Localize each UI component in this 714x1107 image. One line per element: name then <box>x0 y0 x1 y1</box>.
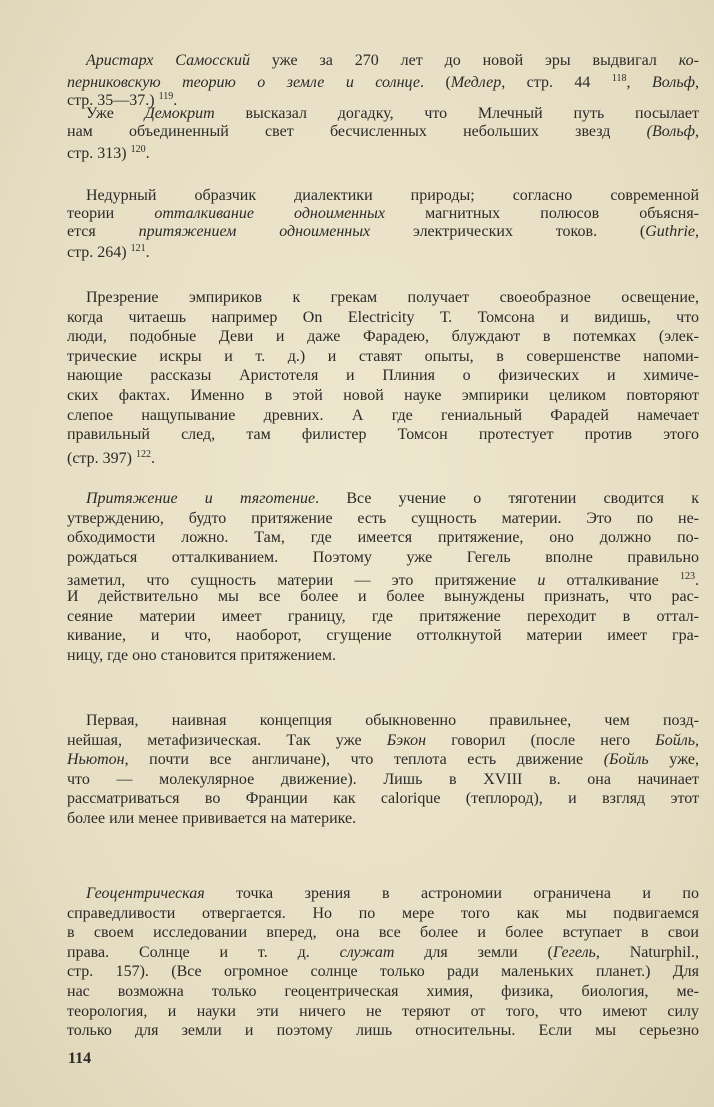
paragraph-attraction-gravitation <box>67 489 699 665</box>
text-line <box>67 528 699 548</box>
text: Первая, наивная концепция обыкновенно правильнее, чем позд- <box>86 712 699 729</box>
paragraph-empiricists <box>67 288 699 467</box>
footnote-ref: 119 <box>158 90 174 102</box>
text-line <box>67 366 699 386</box>
italic-text: и <box>537 572 546 590</box>
text-line <box>67 1021 699 1041</box>
text-line <box>67 646 699 666</box>
text-line <box>67 626 699 646</box>
text: . Все учение о тяготении сводится к <box>315 490 699 507</box>
text: когда читаешь например On Electricity Т. Томсона и видишь, что <box>67 308 699 326</box>
text-line <box>67 904 699 924</box>
italic-text: (Бойль <box>603 751 649 769</box>
text: И действительно мы все более и более вынуждены признать, что рас- <box>67 587 699 605</box>
text: нейшая, метафизическая. Так уже <box>67 731 387 749</box>
footnote-ref: 123 <box>680 571 696 583</box>
text: что — молекулярное движение). Лишь в XVIII в. она начинает <box>67 770 699 788</box>
text-line <box>67 347 699 367</box>
paragraph-geocentric <box>67 884 699 1041</box>
text-line <box>67 731 699 751</box>
text: ских фактах. Именно в этой новой науке эмпирики целиком повторяют <box>67 386 699 404</box>
text: . <box>150 449 155 467</box>
text: утверждению, будто притяжение есть сущность материи. Это по не- <box>67 509 699 527</box>
text-line <box>67 489 699 509</box>
text-line <box>67 308 699 328</box>
text: говорил (после него <box>426 731 656 749</box>
text: . <box>145 144 150 162</box>
text-line <box>67 809 699 829</box>
text-line <box>67 105 699 123</box>
text-line <box>67 789 699 809</box>
text: кивание, и что, наоборот, сгущение оттолкнутой материи имеет гра- <box>67 627 699 645</box>
text: высказал догадку, что Млечный путь посылает <box>214 105 700 123</box>
italic-text: Притяжение и тяготение <box>86 490 316 507</box>
text-line <box>67 205 699 223</box>
text: права. Солнце и т. д. <box>67 943 340 961</box>
italic-text: Гегель <box>552 943 596 961</box>
text: заметил, что сущность материи — это притяжение <box>67 572 538 590</box>
text: нам объединенный свет бесчисленных небольших звезд <box>67 123 647 141</box>
text-line <box>67 923 699 943</box>
text: в своем исследовании вперед, она все более и более вступает в свои <box>67 924 699 942</box>
text-line <box>67 567 700 590</box>
text-line <box>67 884 699 904</box>
text: рождаться отталкиванием. Поэтому уже Гегель вполне правильно <box>67 548 699 566</box>
text: нающие рассказы Аристотеля и Плиния о физических и химиче- <box>67 367 699 385</box>
paragraph-heat-concept <box>67 711 699 829</box>
footnote-ref: 118 <box>611 72 627 84</box>
text: ницу, где оно становится притяжением. <box>67 646 336 664</box>
text: магнитных полюсов объясня- <box>384 204 700 222</box>
text: более или менее прививается на материке. <box>67 809 357 827</box>
italic-text: ко- <box>678 52 699 69</box>
text: рассматриваться во Франции как calorique (теплород), и взгляд этот <box>67 790 699 808</box>
text: трические искры и т. д.) и ставят опыты, в совершенстве напоми- <box>67 347 699 365</box>
text: стр. 313) <box>67 144 131 162</box>
italic-text: притяжением одноименных <box>138 222 371 240</box>
text: . <box>173 91 178 109</box>
text-line <box>67 70 699 91</box>
text: . <box>695 572 700 590</box>
text-line <box>67 123 699 141</box>
text-line <box>67 406 699 426</box>
text: . <box>145 244 150 262</box>
italic-text: Аристарх Самосский <box>86 52 250 69</box>
text: люди, подобные Деви и даже Фарадею, блуждают в потемках (элек- <box>67 328 699 346</box>
text-line <box>67 770 699 790</box>
text-line <box>67 943 699 963</box>
text: правильный след, там филистер Томсон протестует против этого <box>67 426 699 444</box>
text: теории <box>67 204 155 222</box>
text: , <box>695 222 700 240</box>
text-line <box>67 223 699 241</box>
text: Недурный образчик диалектики природы; согласно современной <box>86 187 699 204</box>
italic-text: Ньютон <box>67 751 125 769</box>
text: . ( <box>420 73 451 91</box>
italic-text: перниковскую теорию о земле и солнце <box>67 73 421 91</box>
italic-text: служат <box>339 943 395 961</box>
text: слепое нащупывание древних. А где гениальный Фарадей намечает <box>67 406 699 424</box>
italic-text: Медлер <box>450 73 502 91</box>
italic-text: Бэкон <box>386 731 427 749</box>
italic-text: Демокрит <box>144 105 215 123</box>
text: Презрение эмпириков к грекам получает своеобразное освещение, <box>86 289 699 306</box>
text: стр. 264) <box>67 244 131 262</box>
text: уже, <box>648 751 700 769</box>
text-line <box>67 425 699 445</box>
text: уже за 270 лет до новой эры выдвигал <box>249 52 679 69</box>
text-line <box>67 445 699 465</box>
text-line <box>67 187 699 205</box>
text-line <box>67 240 699 262</box>
text: , <box>626 73 652 91</box>
footnote-ref: 122 <box>135 448 151 460</box>
text: , почти все англичане), что теплота есть движение <box>124 751 604 769</box>
italic-text: (Вольф, <box>646 123 699 141</box>
italic-text: Guthrie <box>645 222 696 240</box>
text-line <box>67 509 699 529</box>
text-line <box>67 607 699 627</box>
text-line <box>67 750 699 770</box>
text-line <box>67 141 699 162</box>
text: сеяние материи имеет границу, где притяжение переходит в оттал- <box>67 607 699 625</box>
text-line <box>67 1002 699 1022</box>
footnote-ref: 120 <box>130 143 146 155</box>
text: электрических токов. ( <box>370 222 646 240</box>
text: , Naturphil., <box>595 943 700 961</box>
text: точка зрения в астрономии ограничена и по <box>204 885 699 902</box>
italic-text: Вольф <box>652 73 695 91</box>
text: Уже <box>86 105 145 123</box>
text: отталкивание <box>545 572 681 590</box>
italic-text: отталкивание одноименных <box>154 204 385 222</box>
text: стр. 157). (Все огромное солнце только ради маленьких планет.) Для <box>67 963 699 981</box>
text-line <box>67 386 699 406</box>
text: нас возможна только геоцентрическая химия, физика, биология, ме- <box>67 982 699 1000</box>
text-line <box>67 52 699 70</box>
page-number: 114 <box>68 1050 92 1067</box>
footnote-ref: 121 <box>130 243 146 255</box>
text: обходимости ложно. Там, где имеется притяжение, оно должно по- <box>67 529 699 547</box>
text-line <box>67 982 699 1002</box>
text: стр. 35—37.) <box>67 91 159 109</box>
text-line <box>67 288 699 308</box>
text: справедливости отвергается. Но по мере того как мы подвигаемся <box>67 904 699 922</box>
text: ется <box>67 222 139 240</box>
paragraph-dialectics-magnetism <box>67 187 700 262</box>
text: (стр. 397) <box>67 449 136 467</box>
text-line <box>67 711 699 731</box>
text: для земли ( <box>394 943 553 961</box>
text-line <box>67 587 699 607</box>
text-line <box>67 962 699 982</box>
text: только для земли и поэтому лишь относительны. Если мы серьезно <box>67 1022 699 1040</box>
text: , <box>695 73 699 91</box>
paragraph-aristarchus <box>67 52 700 162</box>
italic-text: Геоцентрическая <box>86 885 205 902</box>
italic-text: Бойль, <box>655 731 699 749</box>
text: теорология, и науки эти ничего не теряют от того, что имеют силу <box>67 1002 699 1020</box>
text: , стр. 44 <box>501 73 612 91</box>
text-line <box>67 327 699 347</box>
text-line <box>67 548 699 568</box>
